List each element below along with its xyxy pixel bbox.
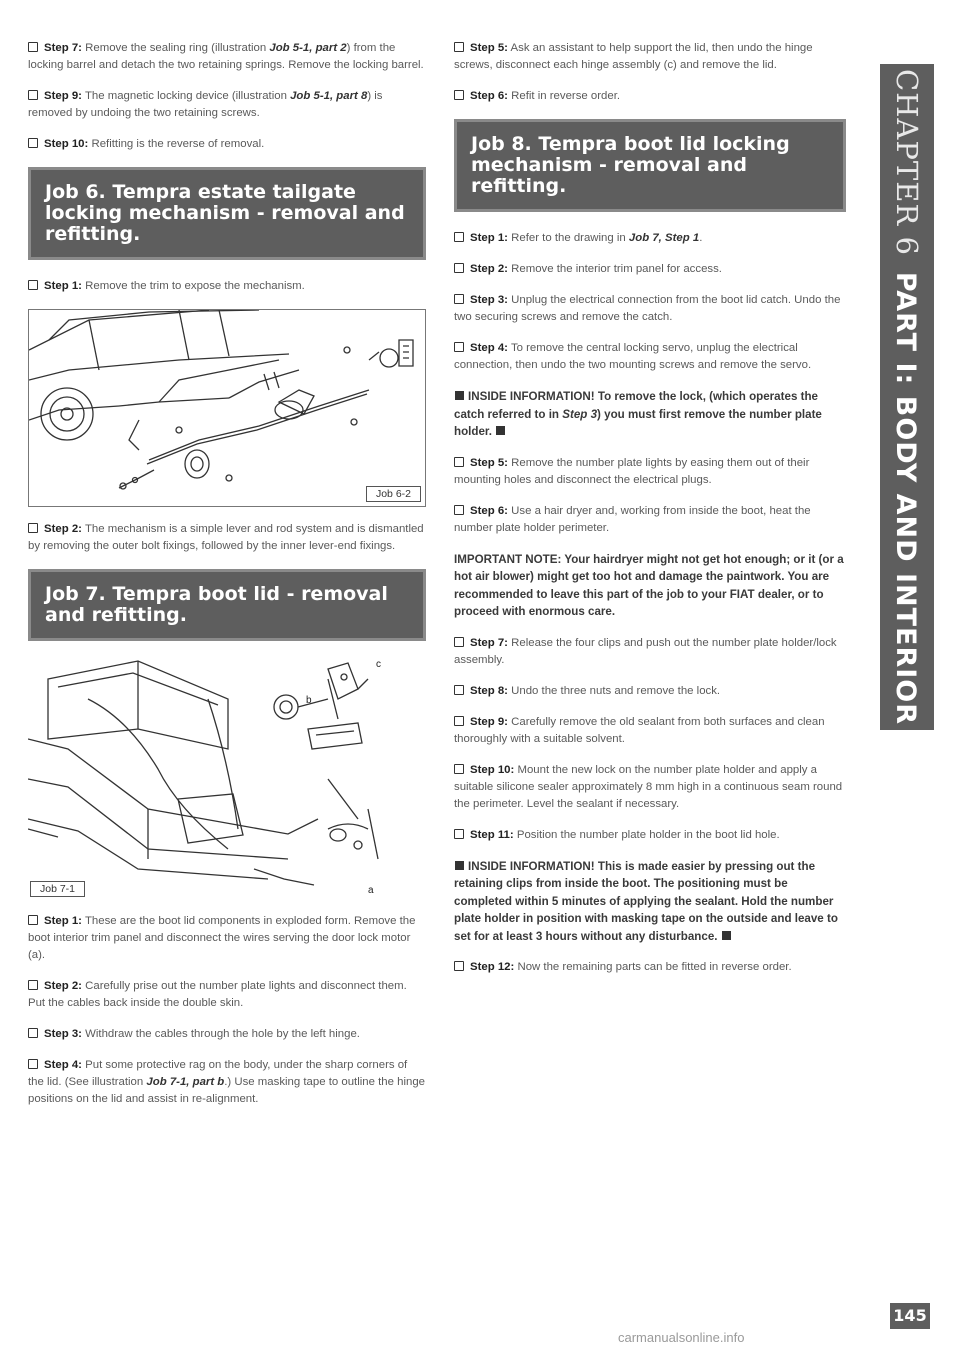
watermark: carmanualsonline.info	[618, 1330, 745, 1345]
checkbox-icon	[28, 138, 38, 148]
checkbox-icon	[454, 457, 464, 467]
job8-step-4: Step 4: To remove the central locking servo, unplug the electrical connection, then undo the two mounting screws and remove the servo.	[454, 342, 812, 371]
important-note: IMPORTANT NOTE: Your hairdryer might not get hot enough; or it (or a hot air blower) might get too hot and damage the paintwork. You are recommended to leave this part of the job to your FIAT dealer, or to proceed with enormous care.	[454, 552, 844, 618]
job8-step-10: Step 10: Mount the new lock on the number plate holder and apply a suitable silicone sealer approximately 8 mm high in a continuous seam round the perimeter. Level the sealant if necessary.	[454, 763, 843, 810]
figure-label: Job 7-1	[30, 881, 85, 897]
job6-step-1: Step 1: Remove the trim to expose the mechanism.	[28, 278, 426, 295]
checkbox-icon	[454, 263, 464, 273]
job8-step-3: Step 3: Unplug the electrical connection from the boot lid catch. Undo the two securing screws and remove the catch.	[454, 294, 841, 323]
info-square-icon	[455, 391, 464, 400]
checkbox-icon	[454, 764, 464, 774]
checkbox-icon	[28, 1028, 38, 1038]
job7-step-1: Step 1: These are the boot lid components in exploded form. Remove the boot interior trim panel and disconnect the wires serving the door lock motor (a).	[28, 915, 416, 961]
chapter-side-tab	[880, 64, 934, 730]
checkbox-icon	[28, 980, 38, 990]
right-column	[454, 40, 846, 990]
checkbox-icon	[454, 716, 464, 726]
job6-step-2: Step 2: The mechanism is a simple lever and rod system and is dismantled by removing the outer bolt fixings, followed by the inner lever-end fixings.	[28, 523, 424, 552]
step-9: Step 9: The magnetic locking device (illustration Job 5-1, part 8) is removed by undoing the two retaining screws.	[28, 90, 383, 119]
part-letter-c: c	[376, 659, 381, 670]
job8-step-9: Step 9: Carefully remove the old sealant from both surfaces and clean thoroughly with a suitable solvent.	[454, 715, 825, 745]
checkbox-icon	[28, 42, 38, 52]
page-number: 145	[890, 1303, 930, 1329]
job-8-heading: Job 8. Tempra boot lid locking mechanism - removal and refitting.	[454, 119, 846, 212]
info-square-icon	[496, 426, 505, 435]
checkbox-icon	[454, 232, 464, 242]
part-letter-b: b	[306, 695, 312, 706]
inside-information-2: INSIDE INFORMATION! This is made easier by pressing out the retaining clips from inside the boot. The positioning must be completed within 5 minutes of applying the sealant. Hold the number plate holder in position with masking tape on the outside and leave to set for at least 3 hours without any disturbance.	[454, 859, 838, 943]
job7-step-2: Step 2: Carefully prise out the number plate lights and disconnect them. Put the cables back inside the double skin.	[28, 980, 407, 1009]
checkbox-icon	[28, 90, 38, 100]
checkbox-icon	[454, 961, 464, 971]
job8-step-12: Step 12: Now the remaining parts can be fitted in reverse order.	[454, 959, 846, 976]
tailgate-mechanism-illustration	[29, 310, 425, 506]
chapter-label: CHAPTER 6	[890, 68, 924, 256]
inside-information-1: INSIDE INFORMATION! To remove the lock, (which operates the catch referred to in Step 3) you must first remove the number plate holder.	[454, 390, 822, 438]
step-10: Step 10: Refitting is the reverse of removal.	[28, 136, 426, 153]
left-column	[28, 40, 426, 1122]
job8-step-7: Step 7: Release the four clips and push out the number plate holder/lock assembly.	[454, 636, 837, 666]
checkbox-icon	[454, 90, 464, 100]
job8-step-6: Step 6: Use a hair dryer and, working from inside the boot, heat the number plate holder perimeter.	[454, 504, 811, 534]
checkbox-icon	[454, 637, 464, 647]
job-6-heading: Job 6. Tempra estate tailgate locking mechanism - removal and refitting.	[28, 167, 426, 260]
job7-step-5: Step 5: Ask an assistant to help support the lid, then undo the hinge screws, disconnect each hinge assembly (c) and remove the lid.	[454, 42, 813, 71]
figure-job-6-2	[28, 309, 426, 507]
checkbox-icon	[454, 342, 464, 352]
job8-step-8: Step 8: Undo the three nuts and remove the lock.	[454, 683, 846, 700]
info-square-icon	[722, 931, 731, 940]
boot-lid-exploded-illustration	[28, 659, 424, 899]
part-letter-a: a	[368, 885, 374, 896]
job7-step-6: Step 6: Refit in reverse order.	[454, 88, 846, 105]
job8-step-11: Step 11: Position the number plate holder in the boot lid hole.	[454, 827, 846, 844]
job8-step-5: Step 5: Remove the number plate lights by easing them out of their mounting holes and disconnect the electrical plugs.	[454, 456, 810, 486]
job8-step-1: Step 1: Refer to the drawing in Job 7, Step 1.	[454, 230, 846, 247]
job7-step-3: Step 3: Withdraw the cables through the hole by the left hinge.	[28, 1026, 426, 1043]
figure-label: Job 6-2	[366, 486, 421, 502]
figure-job-7-1	[28, 659, 426, 899]
checkbox-icon	[28, 1059, 38, 1069]
checkbox-icon	[454, 42, 464, 52]
checkbox-icon	[28, 280, 38, 290]
job7-step-4: Step 4: Put some protective rag on the body, under the sharp corners of the lid. (See illustration Job 7-1, part b.) Use masking tape to outline the hinge positions on the lid and assist in re-alignment.	[28, 1059, 425, 1105]
checkbox-icon	[454, 685, 464, 695]
checkbox-icon	[454, 294, 464, 304]
checkbox-icon	[28, 915, 38, 925]
checkbox-icon	[454, 829, 464, 839]
step-7: Step 7: Remove the sealing ring (illustration Job 5-1, part 2) from the locking barrel and detach the two retaining springs. Remove the locking barrel.	[28, 42, 424, 71]
part-label: PART I: BODY AND INTERIOR	[890, 271, 921, 726]
job-7-heading: Job 7. Tempra boot lid - removal and refitting.	[28, 569, 426, 641]
checkbox-icon	[454, 505, 464, 515]
info-square-icon	[455, 861, 464, 870]
checkbox-icon	[28, 523, 38, 533]
job8-step-2: Step 2: Remove the interior trim panel for access.	[454, 261, 846, 278]
